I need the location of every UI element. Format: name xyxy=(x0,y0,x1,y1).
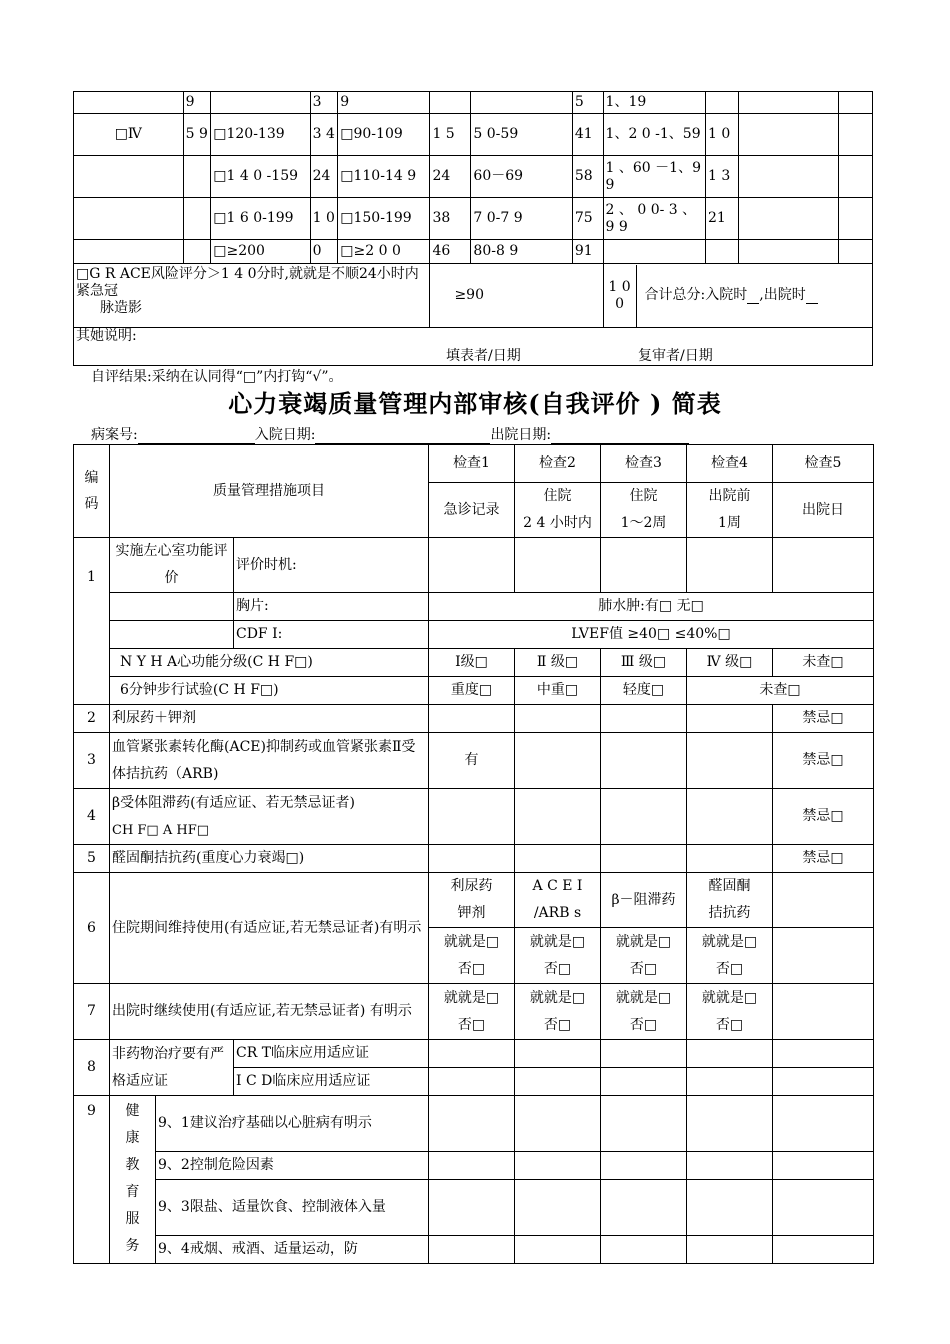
grace-risk-ge: ≥90 xyxy=(430,264,603,328)
row-2-item: 利尿药＋钾剂 xyxy=(110,705,429,733)
lv-eval: 实施左心室功能评价 xyxy=(110,538,234,593)
check-2-sub: 住院 2 4 小时内 xyxy=(515,483,601,538)
discharge-date-label: 出院日期: xyxy=(490,427,552,443)
check-4-sub: 出院前 1周 xyxy=(687,483,773,538)
row-6-yesno-4[interactable]: 就就是□ 否□ xyxy=(687,928,773,984)
check-1: 检查1 xyxy=(429,445,515,483)
row-4-item: β受体阻滞药(有适应证、若无禁忌证者) xyxy=(112,794,356,811)
grace-cell xyxy=(430,92,471,114)
row-6-drug-2: A C E I /ARB s xyxy=(515,873,601,928)
grace-cell: 9 xyxy=(183,92,211,114)
grace-cell: 21 xyxy=(705,198,738,240)
code-header: 编 码 xyxy=(74,445,110,538)
row-7-item: 出院时继续使用(有适应证,若无禁忌证者) 有明示 xyxy=(110,984,429,1040)
row-6-yesno-3[interactable]: 就就是□ 否□ xyxy=(601,928,687,984)
grace-cell xyxy=(738,198,838,240)
grace-cell: 3 4 xyxy=(310,114,338,156)
nyha-3[interactable]: Ⅲ 级□ xyxy=(601,649,687,677)
admit-date-field[interactable] xyxy=(315,427,490,444)
row-6-yesno-2[interactable]: 就就是□ 否□ xyxy=(515,928,601,984)
grace-cell: □110-14 9 xyxy=(338,156,430,198)
grace-cell xyxy=(705,240,738,264)
grace-row xyxy=(74,92,873,114)
lvef[interactable]: LVEF值 ≥40□ ≤40%□ xyxy=(429,621,874,649)
grace-cell: 80-8 9 xyxy=(471,240,572,264)
walk-none[interactable]: 未查□ xyxy=(687,677,874,705)
grace-cell: □Ⅳ xyxy=(74,114,184,156)
row-6-drug-4: 醛固酮 拮抗药 xyxy=(687,873,773,928)
grace-cell: 0 xyxy=(310,240,338,264)
total-score-label-2: ,出院时 xyxy=(759,287,806,304)
grace-cell: 58 xyxy=(572,156,603,198)
pulm-edema[interactable]: 肺水肿:有□ 无□ xyxy=(429,593,874,621)
grace-risk-text: □G R ACE风险评分＞1 4 0分时,就就是不顺24小时内紧急冠 xyxy=(76,266,419,299)
grace-row xyxy=(74,198,873,240)
grace-cell: □1 6 0-199 xyxy=(211,198,310,240)
grace-cell: 7 0-7 9 xyxy=(471,198,572,240)
grace-cell xyxy=(705,92,738,114)
grace-cell: 1 5 xyxy=(430,114,471,156)
row-3-contra[interactable]: 禁忌□ xyxy=(773,733,874,789)
walk-mod[interactable]: 中重□ xyxy=(515,677,601,705)
grace-cell xyxy=(839,114,873,156)
grace-cell: □1 4 0 -159 xyxy=(211,156,310,198)
grace-cell xyxy=(738,92,838,114)
walk-test: 6分钟步行试验(C H F□) xyxy=(110,677,429,705)
admit-date-label: 入院日期: xyxy=(254,427,316,443)
row-8-crt: CR T临床应用适应证 xyxy=(234,1040,429,1068)
row-9-item-1: 9、1建议治疗基础以心脏病有明示 xyxy=(156,1096,429,1152)
grace-cell: 38 xyxy=(430,198,471,240)
grace-cell: □150-199 xyxy=(338,198,430,240)
row-9-label: 健 康 教 育 服 务 xyxy=(110,1096,156,1264)
row-2-code: 2 xyxy=(74,705,110,733)
nyha-2[interactable]: Ⅱ 级□ xyxy=(515,649,601,677)
check-3-sub: 住院 1～2周 xyxy=(601,483,687,538)
grace-cell: 1 0 xyxy=(705,114,738,156)
row-6-item: 住院期间维持使用(有适应证,若无禁忌证者)有明示 xyxy=(110,873,429,984)
grace-cell: □≥2 0 0 xyxy=(338,240,430,264)
row-7-yesno-3[interactable]: 就就是□ 否□ xyxy=(601,984,687,1040)
quality-table xyxy=(73,444,874,1264)
case-no-field[interactable] xyxy=(138,427,255,444)
grace-cell xyxy=(839,92,873,114)
nyha-4[interactable]: Ⅳ 级□ xyxy=(687,649,773,677)
grace-cell xyxy=(211,92,310,114)
grace-cell xyxy=(74,240,184,264)
grace-cell: 9 xyxy=(338,92,430,114)
grace-cell xyxy=(183,240,211,264)
row-9-code: 9 xyxy=(74,1096,110,1264)
nyha-1[interactable]: Ⅰ级□ xyxy=(429,649,515,677)
row-2-contra[interactable]: 禁忌□ xyxy=(773,705,874,733)
row-4-code: 4 xyxy=(74,789,110,845)
grace-cell: 75 xyxy=(572,198,603,240)
grace-cell: 1 3 xyxy=(705,156,738,198)
grace-cell xyxy=(839,156,873,198)
discharge-date-field[interactable] xyxy=(551,427,689,444)
grace-cell: □90-109 xyxy=(338,114,430,156)
grace-cell xyxy=(738,156,838,198)
grace-cell xyxy=(183,198,211,240)
nyha: N Y H A心功能分级(C H F□) xyxy=(110,649,429,677)
grace-cell: 1 、60 －1、99 xyxy=(603,156,705,198)
grace-risk-text-2: 脉造影 xyxy=(100,299,142,316)
case-no-label: 病案号: xyxy=(91,427,138,443)
row-7-yesno-4[interactable]: 就就是□ 否□ xyxy=(687,984,773,1040)
row-9-item-3: 9、3限盐、适量饮食、控制液体入量 xyxy=(156,1180,429,1236)
self-eval-note: 自评结果:采纳在认同得“□”内打钩“√”。 xyxy=(91,369,343,385)
cdfi-label: CDF Ⅰ: xyxy=(234,621,429,649)
grace-cell xyxy=(471,92,572,114)
grace-cell: 24 xyxy=(310,156,338,198)
grace-cell: 41 xyxy=(572,114,603,156)
grace-cell xyxy=(183,156,211,198)
check-4: 检查4 xyxy=(687,445,773,483)
other-notes: 其她说明: xyxy=(76,328,137,344)
grace-cell: 46 xyxy=(430,240,471,264)
grace-cell: 5 0-59 xyxy=(471,114,572,156)
row-5-item: 醛固酮拮抗药(重度心力衰竭□) xyxy=(110,845,429,873)
grace-cell xyxy=(738,240,838,264)
row-3-code: 3 xyxy=(74,733,110,789)
row-8-code: 8 xyxy=(74,1040,110,1096)
row-8-item: 非药物治疗要有严格适应证 xyxy=(110,1040,234,1096)
row-4-contra[interactable]: 禁忌□ xyxy=(773,789,874,845)
grace-risk-score: 1 0 0 xyxy=(604,265,637,327)
row-4-item-2: CH F□ A HF□ xyxy=(112,822,210,838)
item-header: 质量管理措施项目 xyxy=(110,445,429,538)
grace-cell xyxy=(603,240,705,264)
grace-table xyxy=(73,91,873,366)
grace-cell: □120-139 xyxy=(211,114,310,156)
reviewer-date: 复审者/日期 xyxy=(638,348,713,364)
grace-row xyxy=(74,156,873,198)
check-1-sub: 急诊记录 xyxy=(429,483,515,538)
grace-cell: 60－69 xyxy=(471,156,572,198)
grace-cell xyxy=(839,198,873,240)
filler-date: 填表者/日期 xyxy=(446,348,521,364)
grace-cell: 24 xyxy=(430,156,471,198)
eval-time: 评价时机: xyxy=(234,538,429,593)
page-title: 心力衰竭质量管理内部审核(自我评价 ) 简表 xyxy=(228,389,722,418)
grace-cell xyxy=(74,92,184,114)
grace-cell: 1、19 xyxy=(603,92,705,114)
chest-label: 胸片: xyxy=(234,593,429,621)
row-6-drug-3: β－阻滞药 xyxy=(601,873,687,928)
row-9-item-2: 9、2控制危险因素 xyxy=(156,1152,429,1180)
row-6-code: 6 xyxy=(74,873,110,984)
grace-cell: 5 xyxy=(572,92,603,114)
check-5-sub: 出院日 xyxy=(773,483,874,538)
grace-cell xyxy=(74,198,184,240)
row-7-yesno-2[interactable]: 就就是□ 否□ xyxy=(515,984,601,1040)
row-9-item-4: 9、4戒烟、戒酒、适量运动，防 xyxy=(156,1236,429,1264)
grace-cell xyxy=(74,156,184,198)
check-2: 检查2 xyxy=(515,445,601,483)
grace-row xyxy=(74,114,873,156)
grace-cell: 1、2 0 -1、59 xyxy=(603,114,705,156)
grace-row xyxy=(74,240,873,264)
grace-cell: □≥200 xyxy=(211,240,310,264)
row-7-code: 7 xyxy=(74,984,110,1040)
walk-mild[interactable]: 轻度□ xyxy=(601,677,687,705)
row-7-yesno-1[interactable]: 就就是□ 否□ xyxy=(429,984,515,1040)
row-6-yesno-1[interactable]: 就就是□ 否□ xyxy=(429,928,515,984)
row-3-check-1: 有 xyxy=(429,733,515,789)
grace-cell: 91 xyxy=(572,240,603,264)
grace-cell xyxy=(839,240,873,264)
grace-cell xyxy=(738,114,838,156)
total-score-label: 合计总分:入院时 xyxy=(644,287,748,304)
grace-cell: 3 xyxy=(310,92,338,114)
header-fields xyxy=(91,424,689,444)
grace-cell: 2 、 0 0- 3 、9 9 xyxy=(603,198,705,240)
check-5: 检查5 xyxy=(773,445,874,483)
check-3: 检查3 xyxy=(601,445,687,483)
grace-cell: 5 9 xyxy=(183,114,211,156)
nyha-none[interactable]: 未查□ xyxy=(773,649,874,677)
row-5-contra[interactable]: 禁忌□ xyxy=(773,845,874,873)
walk-severe[interactable]: 重度□ xyxy=(429,677,515,705)
row-3-item: 血管紧张素转化酶(ACE)抑制药或血管紧张素Ⅱ受体拮抗药（ARB) xyxy=(110,733,429,789)
row-6-drug-1: 利尿药 钾剂 xyxy=(429,873,515,928)
row-1-code: 1 xyxy=(74,538,110,705)
row-5-code: 5 xyxy=(74,845,110,873)
grace-cell: 1 0 xyxy=(310,198,338,240)
row-8-icd: I C D临床应用适应证 xyxy=(234,1068,429,1096)
